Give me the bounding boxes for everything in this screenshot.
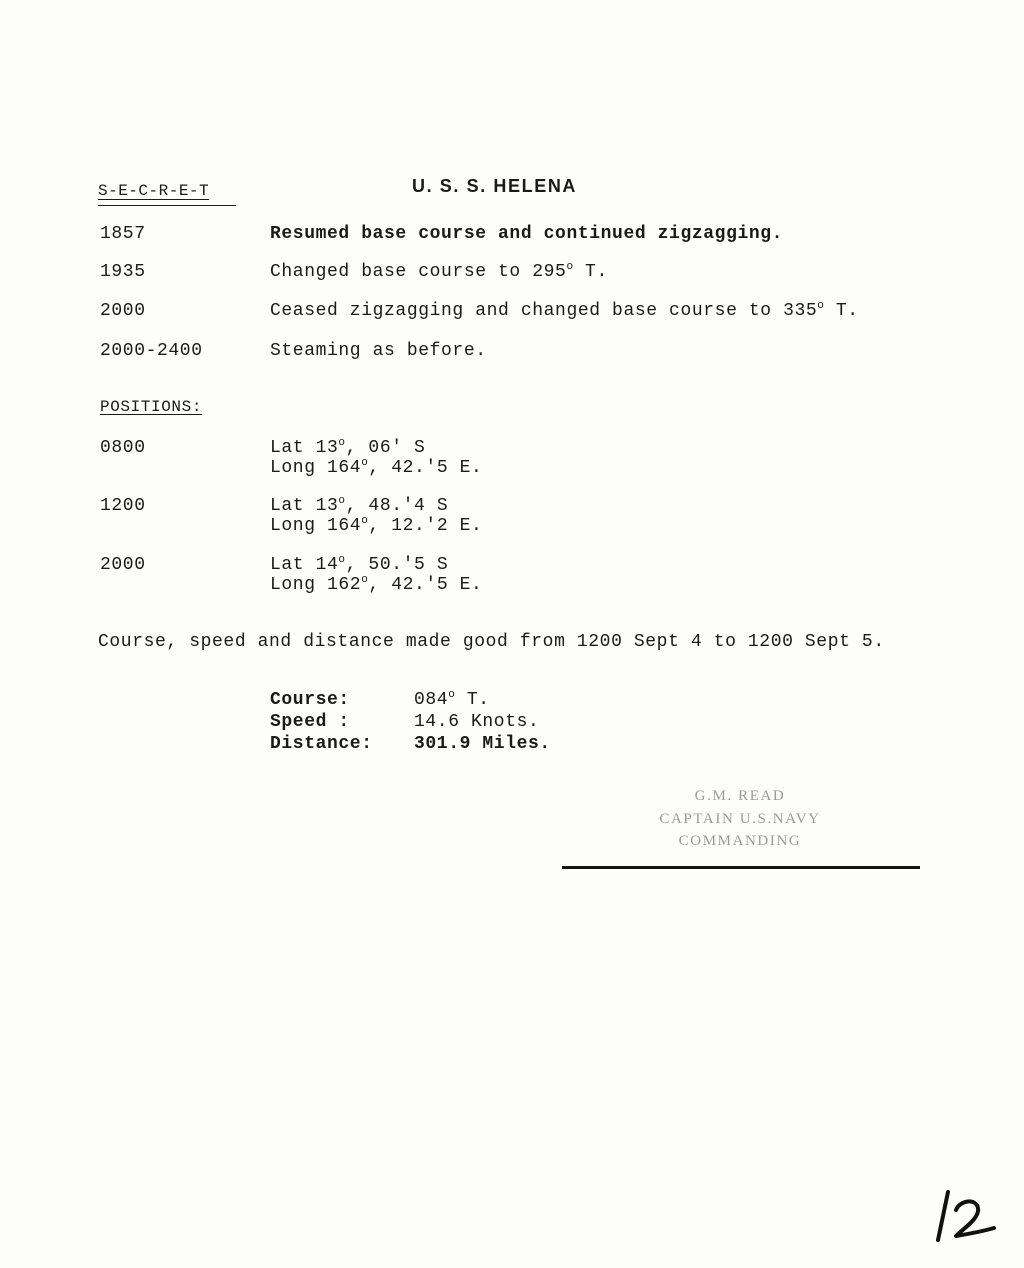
log-text: Resumed base course and continued zigzagging.: [270, 224, 784, 244]
position-lat: Lat 13$^o$, 06' S: [270, 437, 426, 458]
log-text: Changed base course to 295$^o$ T.: [270, 261, 608, 282]
log-time: 2000: [100, 301, 146, 321]
position-long: Long 162$^o$, 42.'5 E.: [270, 574, 483, 595]
course-value: 084$^o$ T.: [414, 689, 490, 710]
position-long: Long 164$^o$, 12.'2 E.: [270, 515, 483, 536]
stamp-name: G.M. READ: [694, 788, 786, 804]
position-time: 2000: [100, 555, 146, 575]
classification-marking: S-E-C-R-E-T: [98, 182, 210, 200]
position-time: 0800: [100, 438, 146, 458]
page-number-handwritten: [930, 1186, 1000, 1246]
distance-label: Distance:: [270, 734, 373, 754]
log-time: 2000-2400: [100, 341, 203, 361]
position-lat: Lat 13$^o$, 48.'4 S: [270, 495, 449, 516]
course-label: Course:: [270, 690, 350, 710]
log-time: 1935: [100, 262, 146, 282]
classification-underline: [98, 205, 236, 206]
document-title: U. S. S. HELENA: [412, 176, 578, 196]
log-text: Ceased zigzagging and changed base course to 335$^o$ T.: [270, 300, 859, 321]
position-lat: Lat 14$^o$, 50.'5 S: [270, 554, 449, 575]
distance-value: 301.9 Miles.: [414, 734, 551, 754]
summary-line: Course, speed and distance made good from 1200 Sept 4 to 1200 Sept 5.: [98, 632, 885, 652]
log-time: 1857: [100, 224, 146, 244]
log-text: Steaming as before.: [270, 341, 487, 361]
positions-heading: POSITIONS:: [100, 398, 203, 416]
signature-line: [562, 866, 920, 869]
position-time: 1200: [100, 496, 146, 516]
stamp-rank: CAPTAIN U.S.NAVY: [659, 811, 821, 827]
speed-value: 14.6 Knots.: [414, 712, 540, 732]
speed-label: Speed :: [270, 712, 350, 732]
position-long: Long 164$^o$, 42.'5 E.: [270, 457, 483, 478]
stamp-role: COMMANDING: [678, 833, 802, 849]
